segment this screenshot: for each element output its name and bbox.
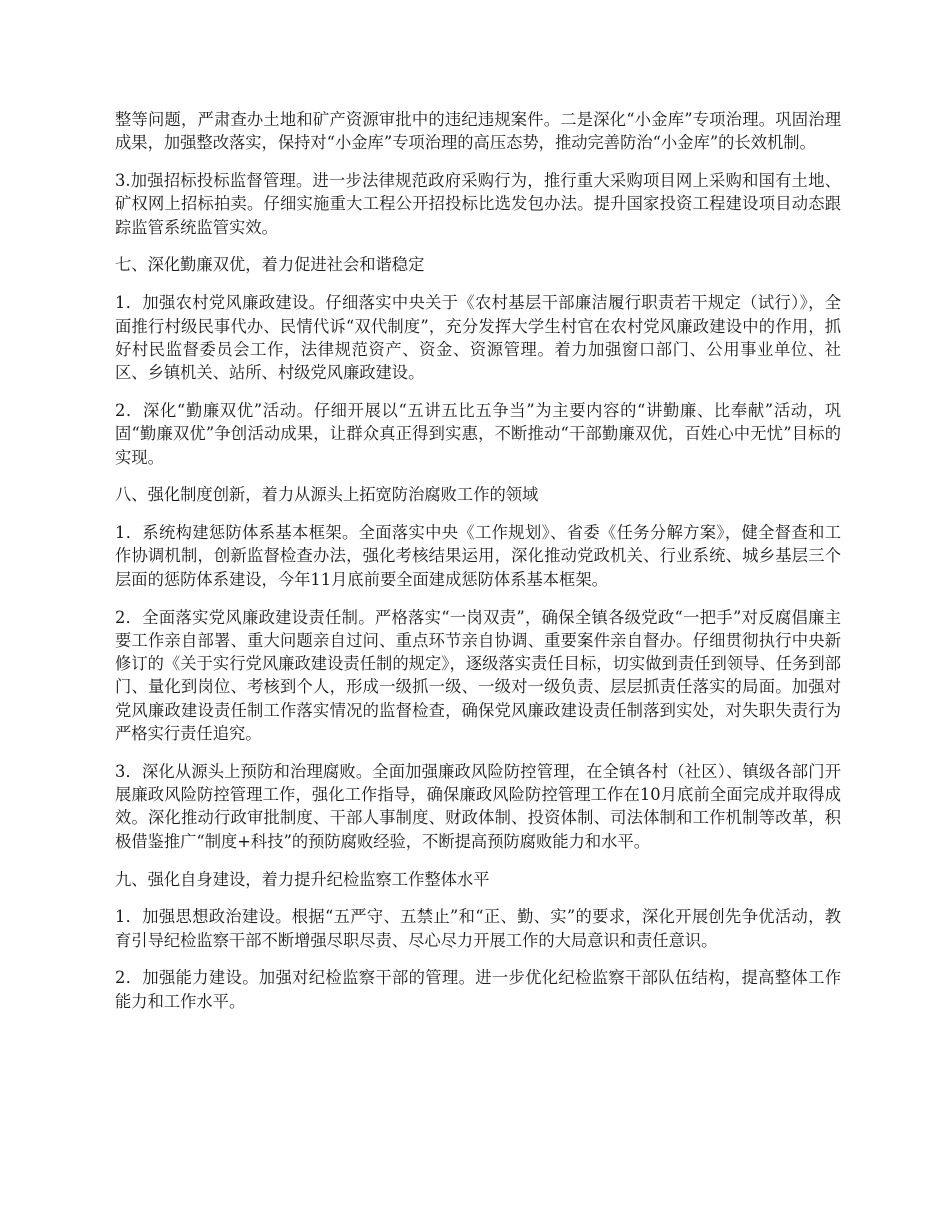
paragraph-item-2-capability: 2．加强能力建设。加强对纪检监察干部的管理。进一步优化纪检监察干部队伍结构，提高整体工作能力和工作水平。 [115,968,841,1011]
document-page [115,108,841,1028]
paragraph-continuation: 整等问题，严肃查办土地和矿产资源审批中的违纪违规案件。二是深化“小金库”专项治理。巩固治理成果，加强整改落实，保持对“小金库”专项治理的高压态势，推动完善防治“小金库”的长效机制。 [115,110,841,153]
paragraph-item-2-responsibility: 2．全面落实党风廉政建设责任制。严格落实“一岗双责”，确保全镇各级党政“一把手”对反腐倡廉主要工作亲自部署、重大问题亲自过问、重点环节亲自协调、重要案件亲自督办。仔细贯彻执行中央新修订的《关于实行党风廉政建设责任制的规定》，逐级落实责任目标，切实做到责任到领导、任务到部门、量化到岗位、考核到个人，形成一级抓一级、一级对一级负责、层层抓责任落实的局面。加强对党风廉政建设责任制工作落实情况的监督检查，确保党风廉政建设责任制落到实处，对失职失责行为严格实行责任追究。 [115,607,841,744]
paragraph-item-2-activity: 2．深化“勤廉双优”活动。仔细开展以“五讲五比五争当”为主要内容的“讲勤廉、比奉献”活动，巩固“勤廉双优”争创活动成果，让群众真正得到实惠，不断推动“干部勤廉双优，百姓心中无忧”目标的实现。 [115,400,841,467]
paragraph-item-3-prevention: 3．深化从源头上预防和治理腐败。全面加强廉政风险防控管理，在全镇各村（社区）、镇级各部门开展廉政风险防控管理工作，强化工作指导，确保廉政风险防控管理工作在10月底前全面完成并取得成效。深化推动行政审批制度、干部人事制度、财政体制、投资体制、司法体制和工作机制等改革，积极借鉴推广“制度+科技”的预防腐败经验，不断提高预防腐败能力和水平。 [115,761,841,851]
paragraph-item-1-framework: 1．系统构建惩防体系基本框架。全面落实中央《工作规划》、省委《任务分解方案》，健全督查和工作协调机制，创新监督检查办法，强化考核结果运用，深化推动党政机关、行业系统、城乡基层三个层面的惩防体系建设，今年11月底前要全面建成惩防体系基本框架。 [115,523,841,589]
section-heading-7: 七、深化勤廉双优，着力促进社会和谐稳定 [115,255,425,275]
paragraph-item-1-rural: 1．加强农村党风廉政建设。仔细落实中央关于《农村基层干部廉洁履行职责若干规定（试行）》，全面推行村级民事代办、民情代诉“双代制度”，充分发挥大学生村官在农村党风廉政建设中的作用，抓好村民监督委员会工作，法律规范资产、资金、资源管理。着力加强窗口部门、公用事业单位、社区、乡镇机关、站所、村级党风廉政建设。 [115,293,841,383]
paragraph-item-3-bidding: 3.加强招标投标监督管理。进一步法律规范政府采购行为，推行重大采购项目网上采购和国有土地、矿权网上招标拍卖。仔细实施重大工程公开招投标比选发包办法。提升国家投资工程建设项目动态跟踪监管系统监管实效。 [115,171,841,237]
section-heading-8: 八、强化制度创新，着力从源头上拓宽防治腐败工作的领域 [115,485,539,505]
section-heading-9: 九、强化自身建设，着力提升纪检监察工作整体水平 [115,869,490,889]
paragraph-item-1-ideology: 1．加强思想政治建设。根据“五严守、五禁止”和“正、勤、实”的要求，深化开展创先争优活动，教育引导纪检监察干部不断增强尽职尽责、尽心尽力开展工作的大局意识和责任意识。 [115,907,841,950]
